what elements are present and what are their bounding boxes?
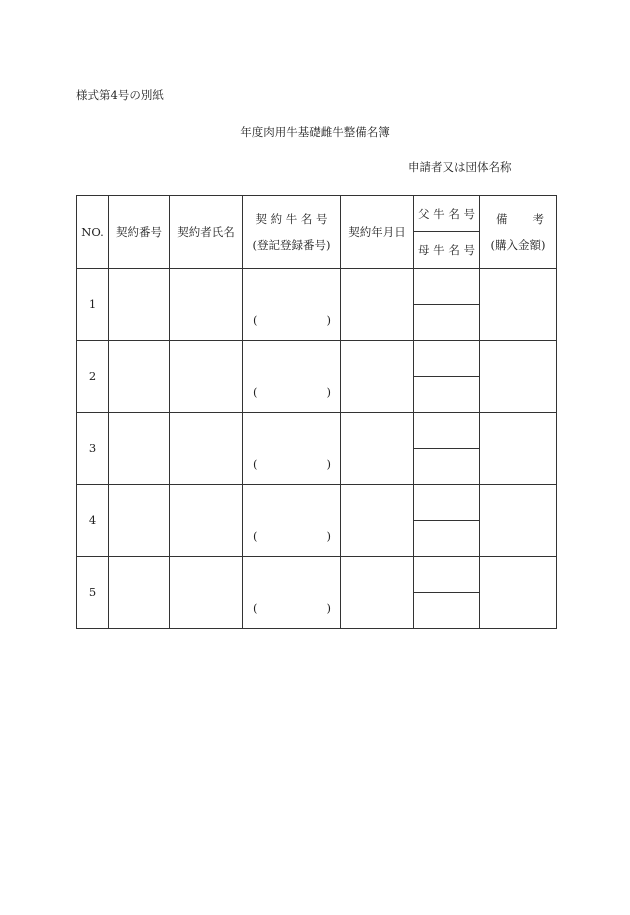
applicant-label: 申請者又は団体名称 [408, 160, 512, 174]
row-number: 4 [88, 512, 97, 527]
dam-name-cell [414, 521, 480, 557]
contractor-name-cell [170, 557, 243, 629]
header-contract-date: 契約年月日 [341, 196, 414, 269]
contract-date-cell [341, 485, 414, 557]
contract-number-cell [109, 413, 170, 485]
contract-number-cell [109, 269, 170, 341]
header-contract-number: 契約番号 [109, 196, 170, 269]
row-number-cell [77, 341, 109, 413]
contract-date-cell [341, 557, 414, 629]
row-number: 2 [88, 368, 97, 383]
contract-cow-cell [243, 557, 341, 629]
form-reference: 様式第4号の別紙 [76, 88, 164, 102]
contractor-name-cell [170, 269, 243, 341]
header-remarks [480, 196, 557, 269]
dam-name-cell [414, 305, 480, 341]
table-row [77, 341, 557, 377]
remarks-cell [480, 269, 557, 341]
contract-date-cell [341, 413, 414, 485]
sire-name-cell [414, 269, 480, 305]
contract-date-cell [341, 341, 414, 413]
header-contract-cow [243, 196, 341, 269]
remarks-cell [480, 557, 557, 629]
row-number: 3 [88, 440, 97, 455]
register-table [76, 195, 557, 629]
paren-open: ( [253, 457, 258, 471]
dam-name-cell [414, 593, 480, 629]
contract-cow-cell [243, 413, 341, 485]
row-number-cell [77, 269, 109, 341]
paren-close: ) [326, 601, 331, 615]
header-sire-name: 父 牛 名 号 [414, 196, 480, 232]
header-row [77, 196, 557, 232]
paren-open: ( [253, 313, 258, 327]
remarks-cell [480, 341, 557, 413]
contract-cow-cell [243, 485, 341, 557]
contract-number-cell [109, 341, 170, 413]
paren-open: ( [253, 529, 258, 543]
row-number-cell [77, 413, 109, 485]
sire-name-cell [414, 341, 480, 377]
table-row [77, 485, 557, 521]
row-number-cell [77, 557, 109, 629]
paren-close: ) [326, 385, 331, 399]
row-number: 5 [88, 584, 97, 599]
contractor-name-cell [170, 485, 243, 557]
contractor-name-cell [170, 341, 243, 413]
header-remarks-char-1: 備 [496, 212, 508, 226]
sire-name-cell [414, 413, 480, 449]
remarks-cell [480, 413, 557, 485]
header-contract-cow-name: 契 約 牛 名 号 [255, 212, 328, 226]
contract-number-cell [109, 485, 170, 557]
table-row [77, 557, 557, 593]
dam-name-cell [414, 377, 480, 413]
contractor-name-cell [170, 413, 243, 485]
paren-close: ) [326, 313, 331, 327]
dam-name-cell [414, 449, 480, 485]
contract-cow-cell [243, 341, 341, 413]
paren-close: ) [326, 529, 331, 543]
document-title: 年度肉用牛基礎雌牛整備名簿 [240, 125, 390, 139]
contract-number-cell [109, 557, 170, 629]
header-no: NO. [77, 196, 109, 269]
table-row [77, 413, 557, 449]
table-row [77, 269, 557, 305]
header-dam-name: 母 牛 名 号 [414, 232, 480, 269]
paren-open: ( [253, 601, 258, 615]
paren-close: ) [326, 457, 331, 471]
header-contractor-name: 契約者氏名 [170, 196, 243, 269]
row-number-cell [77, 485, 109, 557]
contract-date-cell [341, 269, 414, 341]
remarks-cell [480, 485, 557, 557]
sire-name-cell [414, 557, 480, 593]
contract-cow-cell [243, 269, 341, 341]
row-number: 1 [88, 296, 97, 311]
sire-name-cell [414, 485, 480, 521]
paren-open: ( [253, 385, 258, 399]
header-remarks-char-2: 考 [532, 212, 544, 226]
header-purchase-amount: (購入金額) [490, 238, 546, 252]
header-remarks-title [480, 206, 556, 232]
header-registration-number: (登記登録番号) [252, 238, 331, 252]
